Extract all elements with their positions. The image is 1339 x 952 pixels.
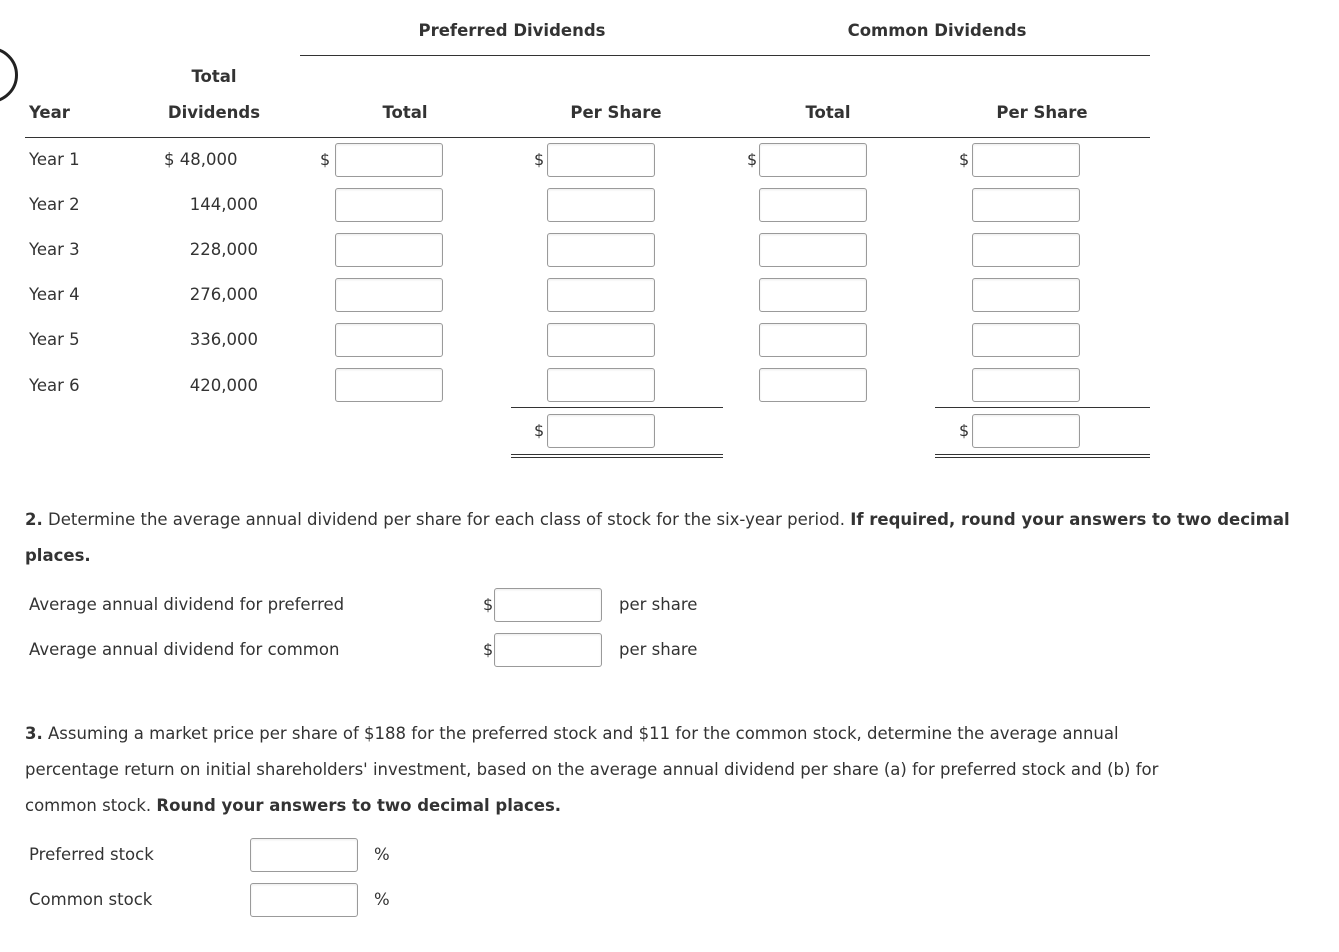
common-per-share-input-year-3[interactable] [972,233,1080,267]
row-year-label: Year 1 [29,150,80,169]
col-year-header: Year [29,103,70,122]
avg-dividend-common-input[interactable] [494,633,602,667]
common-total-input-year-6[interactable] [759,368,867,402]
row-total-dividends: 228,000 [189,240,258,259]
question-3-line-1 [25,716,1325,752]
col-common-per-share-header: Per Share [996,103,1088,122]
currency-symbol: $ [483,595,494,614]
avg-dividend-common-label: Average annual dividend for common [29,640,340,659]
common-total-input-year-2[interactable] [759,188,867,222]
preferred-header-rule [300,55,724,56]
pref-per-share-input-year-3[interactable] [547,233,655,267]
currency-symbol: $ [747,150,758,169]
pref-per-share-input-year-1[interactable] [547,143,655,177]
common-per-share-total-input[interactable] [972,414,1080,448]
currency-symbol: $ [534,421,545,440]
question-3-line-3-text: common stock. [25,796,152,815]
row-year-label: Year 5 [29,330,80,349]
avg-dividend-preferred-input[interactable] [494,588,602,622]
per-share-unit: per share [619,595,698,614]
question-3-line-1-text: Assuming a market price per share of $188 for the preferred stock and $11 for the common stock, determine the average annual [48,724,1119,743]
common-per-share-total-rule [935,407,1150,408]
question-2-text [25,502,1335,574]
col-total-dividends-header-line2: Dividends [167,103,261,122]
pref-per-share-double-rule [511,454,723,458]
pref-per-share-input-year-4[interactable] [547,278,655,312]
question-3-line-2: percentage return on initial shareholders' investment, based on the average annual dividend per share (a) for preferred stock and (b) for [25,760,1159,779]
common-header-rule [724,55,1150,56]
row-total-dividends: 276,000 [189,285,258,304]
avg-dividend-preferred-label: Average annual dividend for preferred [29,595,345,614]
question-3-line-3 [25,788,1325,824]
common-total-input-year-4[interactable] [759,278,867,312]
common-per-share-input-year-1[interactable] [972,143,1080,177]
pref-total-input-year-3[interactable] [335,233,443,267]
pref-per-share-total-rule [511,407,723,408]
per-share-unit: per share [619,640,698,659]
common-per-share-input-year-6[interactable] [972,368,1080,402]
currency-symbol: $ [483,640,494,659]
common-per-share-input-year-4[interactable] [972,278,1080,312]
partial-circle-decoration [0,47,18,103]
pref-per-share-input-year-6[interactable] [547,368,655,402]
pref-total-input-year-1[interactable] [335,143,443,177]
common-total-input-year-1[interactable] [759,143,867,177]
row-year-label: Year 3 [29,240,80,259]
column-header-rule [25,137,1150,138]
common-per-share-input-year-5[interactable] [972,323,1080,357]
percent-unit: % [374,890,390,909]
pref-total-input-year-2[interactable] [335,188,443,222]
col-pref-per-share-header: Per Share [570,103,662,122]
row-year-label: Year 6 [29,376,80,395]
common-total-input-year-3[interactable] [759,233,867,267]
question-2-instruction: If required, round your answers to two decimal places. [25,510,1290,565]
common-per-share-double-rule [935,454,1150,458]
currency-symbol: $ [534,150,545,169]
row-total-dividends: 144,000 [189,195,258,214]
col-pref-total-header: Total [382,103,428,122]
common-per-share-input-year-2[interactable] [972,188,1080,222]
col-common-total-header: Total [805,103,851,122]
pref-per-share-input-year-2[interactable] [547,188,655,222]
preferred-return-input[interactable] [250,838,358,872]
currency-symbol: $ [959,421,970,440]
preferred-stock-label: Preferred stock [29,845,154,864]
common-dividends-header: Common Dividends [847,21,1027,40]
row-total-dividends: 336,000 [189,330,258,349]
question-3-number: 3. [25,724,43,743]
question-3-instruction: Round your answers to two decimal places. [156,796,562,815]
pref-total-input-year-5[interactable] [335,323,443,357]
row-total-dividends: $ 48,000 [164,150,238,169]
pref-per-share-input-year-5[interactable] [547,323,655,357]
percent-unit: % [374,845,390,864]
question-2-body: Determine the average annual dividend per share for each class of stock for the six-year period. [48,510,845,529]
currency-symbol: $ [320,150,331,169]
pref-per-share-total-input[interactable] [547,414,655,448]
common-total-input-year-5[interactable] [759,323,867,357]
question-2-number: 2. [25,510,43,529]
row-total-dividends: 420,000 [189,376,258,395]
common-stock-label: Common stock [29,890,153,909]
pref-total-input-year-6[interactable] [335,368,443,402]
question-3-text [25,716,1325,824]
preferred-dividends-header: Preferred Dividends [418,21,606,40]
common-return-input[interactable] [250,883,358,917]
row-year-label: Year 4 [29,285,80,304]
currency-symbol: $ [959,150,970,169]
pref-total-input-year-4[interactable] [335,278,443,312]
row-year-label: Year 2 [29,195,80,214]
col-total-dividends-header-line1: Total [191,67,237,86]
